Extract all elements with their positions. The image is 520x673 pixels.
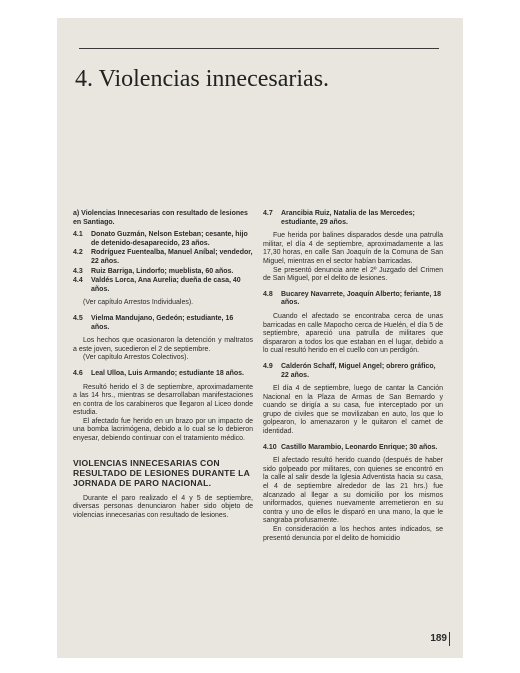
entry-text: Ruiz Barriga, Lindorfo; mueblista, 60 años. xyxy=(91,267,234,275)
entry-4-8 xyxy=(263,291,443,308)
entry-text: Leal Ulloa, Luis Armando; estudiante 18 años. xyxy=(91,369,244,377)
entry-4-10 xyxy=(263,444,443,453)
entry-4-6 xyxy=(73,370,253,379)
entry-number: 4.8 xyxy=(263,290,273,298)
entry-number: 4.10 xyxy=(263,443,277,451)
cross-reference: (Ver capítulo Arrestos Individuales). xyxy=(83,299,194,307)
entry-4-5 xyxy=(73,315,253,332)
paragraph: Durante el paro realizado el 4 y 5 de septiembre, diversas personas denunciaron haber sido objeto de violencias innecesarias con resultado de lesiones. xyxy=(73,494,253,519)
entry-text: Valdés Lorca, Ana Aurelia; dueña de casa, 40 años. xyxy=(91,277,241,293)
entry-number: 4.2 xyxy=(73,249,83,257)
left-column xyxy=(73,210,253,520)
entry-4-7 xyxy=(263,210,443,227)
entry-text: Bucarey Navarrete, Joaquín Alberto; feriante, 18 años. xyxy=(281,290,442,307)
entry-text: Rodríguez Fuentealba, Manuel Aníbal; vendedor, 22 años. xyxy=(91,249,253,265)
entry-text: Vielma Mandujano, Gedeón; estudiante, 16 años. xyxy=(91,314,234,331)
entry-number: 4.1 xyxy=(73,231,83,239)
paragraph: Resultó herido el 3 de septiembre, aproximadamente a las 14 hrs., mientras se desarrollaban manifestaciones en contra de los carabineros que llegaron al Liceo donde estudia. xyxy=(73,383,253,417)
entry-4-3 xyxy=(73,268,253,277)
entry-number: 4.6 xyxy=(73,369,83,377)
section-heading-2: VIOLENCIAS INNECESARIAS CON RESULTADO DE LESIONES DURANTE LA JORNADA DE PARO NACIONAL. xyxy=(73,457,250,488)
entry-number: 4.4 xyxy=(73,277,83,285)
entry-number: 4.3 xyxy=(73,267,83,275)
entry-4-9 xyxy=(263,363,443,380)
paragraph: Los hechos que ocasionaron la detención y maltratos a este joven, sucedieron el 2 de septiembre. xyxy=(73,337,253,353)
entry-4-2 xyxy=(73,249,253,266)
page-number-bar xyxy=(449,632,450,646)
entry-number: 4.5 xyxy=(73,314,83,322)
entry-text: Arancibia Ruiz, Natalia de las Mercedes; estudiante, 29 años. xyxy=(281,210,415,226)
section-heading: a) Violencias Innecesarias con resultado de lesiones en Santiago. xyxy=(73,210,248,226)
top-rule xyxy=(79,48,439,49)
entry-text: Castillo Marambio, Leonardo Enrique; 30 años. xyxy=(281,443,438,451)
entry-text: Donato Guzmán, Nelson Esteban; cesante, hijo de detenido-desaparecido, 23 años. xyxy=(91,231,248,247)
right-column xyxy=(263,210,443,543)
cross-reference: (Ver capítulo Arrestos Colectivos). xyxy=(83,354,189,362)
paragraph: El afectado fue herido en un brazo por un impacto de una bomba lacrimógena, debido a lo cual se lo debieron enyesar, debiendo continuar con el tratamiento médico. xyxy=(73,417,253,443)
paragraph: El día 4 de septiembre, luego de cantar la Canción Nacional en la Plaza de Armas de San Bernardo y cuando se dirigía a su casa, fue interceptado por un grupo de civiles que se movilizaban en auto, los que lo golpearon, lo amenazaron y le quitaron el carnet de identidad. xyxy=(263,385,443,436)
document-page xyxy=(57,18,463,658)
entry-number: 4.9 xyxy=(263,362,273,370)
chapter-title: 4. Violencias innecesarias. xyxy=(75,66,330,92)
paragraph: Fue herida por balines disparados desde una patrulla militar, el día 4 de septiembre, aproximadamente a las 17,30 horas, en calle San Joaquín de la Comuna de San Miguel, mientras en el sector habían barricadas. xyxy=(263,232,443,265)
paragraph: Cuando el afectado se encontraba cerca de unas barricadas en calle Mapocho cerca de Huelén, el día 5 de septiembre, apareció una patrulla de militares que dispararon a todos los que estaban en el lugar, debido a lo cual resultó herido en el cuello con un perdigón. xyxy=(263,312,443,355)
entry-text: Calderón Schaff, Miguel Angel; obrero gráfico, 22 años. xyxy=(281,362,436,379)
entry-number: 4.7 xyxy=(263,210,273,217)
page-number: 189 xyxy=(430,633,447,644)
paragraph: El afectado resultó herido cuando (después de haber sido golpeado por militares, con quienes se encontró en la calle al salir desde la Iglesia Adventista hacia su casa, el 4 de septiembre alrededor de las 21 hrs.) fue alcanzado al llegar a su domicilio por los mismos uniformados, quienes nuevamente arremetieron en su contra y uno de ellos le disparó en una mano, la que le sangraba profusamente. xyxy=(263,457,443,525)
entry-4-1 xyxy=(73,231,253,248)
paragraph: En consideración a los hechos antes indicados, se presentó denuncia por el delito de homicidio xyxy=(263,526,443,542)
paragraph: Se presentó denuncia ante el 2º Juzgado del Crimen de San Miguel, por el delito de lesiones. xyxy=(263,266,443,283)
entry-4-4 xyxy=(73,277,253,294)
